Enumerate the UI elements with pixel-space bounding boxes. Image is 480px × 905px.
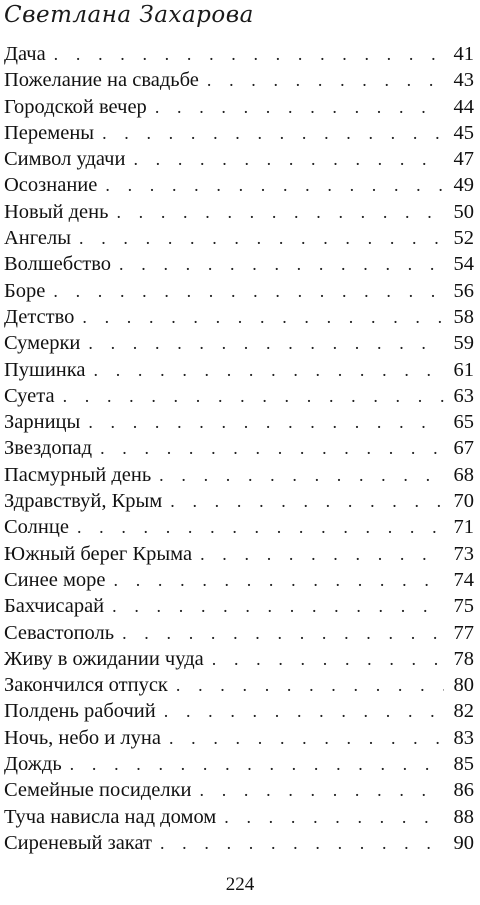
toc-entry-title: Символ удачи [4,148,126,171]
dot-leader [54,41,444,67]
dot-leader [159,462,444,488]
dot-leader [94,357,444,383]
toc-entry [4,777,474,803]
page-number: 224 [225,874,255,895]
toc-entry-page: 67 [453,437,474,460]
toc-entry [4,383,474,409]
toc-entry-page: 82 [453,700,474,723]
toc-entry-title: Пасмурный день [4,463,152,486]
toc-entry-page: 71 [453,516,474,539]
dot-leader [88,330,444,356]
dot-leader [114,567,444,593]
toc-entry-page: 61 [453,358,474,381]
dot-leader [133,146,444,172]
toc-entry-page: 47 [453,148,474,171]
toc-entry-page: 83 [453,726,474,749]
toc-entry [4,462,474,488]
toc-entry-page: 73 [453,542,474,565]
toc-entry-page: 86 [453,779,474,802]
toc-entry-page: 54 [453,253,474,276]
toc-entry-title: Боре [4,279,46,302]
dot-leader [102,120,444,146]
toc-entry-page: 65 [453,411,474,434]
dot-leader [70,751,444,777]
toc-entry [4,225,474,251]
toc-entry [4,94,474,120]
toc-entry-title: Волшебство [4,253,112,276]
table-of-contents [4,41,474,856]
toc-entry-page: 68 [453,463,474,486]
toc-entry [4,199,474,225]
toc-entry-title: Сиреневый закат [4,831,152,854]
dot-leader [77,514,444,540]
dot-leader [164,698,444,724]
dot-leader [224,804,444,830]
toc-entry-page: 52 [453,227,474,250]
toc-entry-title: Туча нависла над домом [4,805,217,828]
dot-leader [88,409,444,435]
toc-entry [4,120,474,146]
toc-entry [4,725,474,751]
toc-entry [4,357,474,383]
toc-entry-title: Синее море [4,568,106,591]
dot-leader [155,94,444,120]
toc-entry [4,830,474,856]
dot-leader [200,777,444,803]
toc-entry-page: 88 [453,805,474,828]
toc-entry-title: Дождь [4,753,62,776]
toc-entry-title: Сумерки [4,332,81,355]
toc-entry [4,804,474,830]
toc-entry-title: Южный берег Крыма [4,542,193,565]
toc-entry [4,488,474,514]
toc-entry-title: Пушинка [4,358,86,381]
author-header: Светлана Захарова [4,2,254,28]
toc-entry [4,304,474,330]
toc-entry [4,593,474,619]
toc-entry-page: 44 [453,95,474,118]
dot-leader [169,725,444,751]
toc-entry [4,67,474,93]
toc-entry-page: 77 [453,621,474,644]
dot-leader [53,278,444,304]
dot-leader [200,541,444,567]
dot-leader [176,672,444,698]
toc-entry-page: 63 [453,384,474,407]
toc-entry [4,330,474,356]
toc-entry-title: Городской вечер [4,95,147,118]
toc-entry [4,514,474,540]
toc-entry [4,541,474,567]
dot-leader [100,435,444,461]
dot-leader [119,251,444,277]
toc-entry-title: Суета [4,384,55,407]
toc-entry [4,620,474,646]
toc-entry-title: Севастополь [4,621,115,644]
toc-entry [4,672,474,698]
toc-entry-title: Осознание [4,174,98,197]
toc-entry-title: Пожелание на свадьбе [4,69,199,92]
toc-entry-title: Солнце [4,516,69,539]
toc-entry-page: 50 [453,200,474,223]
toc-entry-page: 59 [453,332,474,355]
toc-entry-title: Дача [4,43,46,65]
toc-entry-title: Звездопад [4,437,93,460]
toc-entry-page: 74 [453,568,474,591]
toc-entry-title: Бахчисарай [4,595,105,618]
toc-entry [4,698,474,724]
toc-entry-title: Живу в ожидании чуда [4,647,204,670]
toc-entry [4,41,474,67]
toc-entry [4,646,474,672]
toc-entry-page: 80 [453,674,474,697]
toc-entry-title: Семейные посиделки [4,779,192,802]
dot-leader [63,383,444,409]
toc-entry-title: Здравствуй, Крым [4,490,163,513]
toc-entry-page: 78 [453,647,474,670]
dot-leader [207,67,444,93]
toc-entry [4,435,474,461]
dot-leader [160,830,444,856]
toc-entry-title: Закончился отпуск [4,674,168,697]
toc-entry-title: Ночь, небо и луна [4,726,161,749]
toc-entry-title: Полдень рабочий [4,700,156,723]
toc-entry-page: 90 [453,831,474,854]
dot-leader [116,199,444,225]
toc-entry-page: 56 [453,279,474,302]
toc-entry-page: 43 [453,69,474,92]
dot-leader [212,646,444,672]
toc-entry-page: 70 [453,490,474,513]
toc-entry-title: Детство [4,305,75,328]
toc-entry [4,751,474,777]
toc-entry-title: Зарницы [4,411,81,434]
dot-leader [112,593,444,619]
toc-entry [4,567,474,593]
toc-entry-title: Перемены [4,121,95,144]
dot-leader [105,172,444,198]
toc-entry-page: 45 [453,121,474,144]
toc-entry-page: 49 [453,174,474,197]
dot-leader [79,225,444,251]
toc-entry-page: 85 [453,753,474,776]
toc-entry [4,278,474,304]
dot-leader [122,620,444,646]
toc-entry [4,251,474,277]
dot-leader [82,304,444,330]
toc-entry-page: 41 [453,43,474,65]
toc-entry-title: Ангелы [4,227,72,250]
toc-entry [4,172,474,198]
toc-entry [4,409,474,435]
toc-entry-page: 75 [453,595,474,618]
dot-leader [170,488,444,514]
toc-entry-page: 58 [453,305,474,328]
toc-entry [4,146,474,172]
toc-entry-title: Новый день [4,200,109,223]
